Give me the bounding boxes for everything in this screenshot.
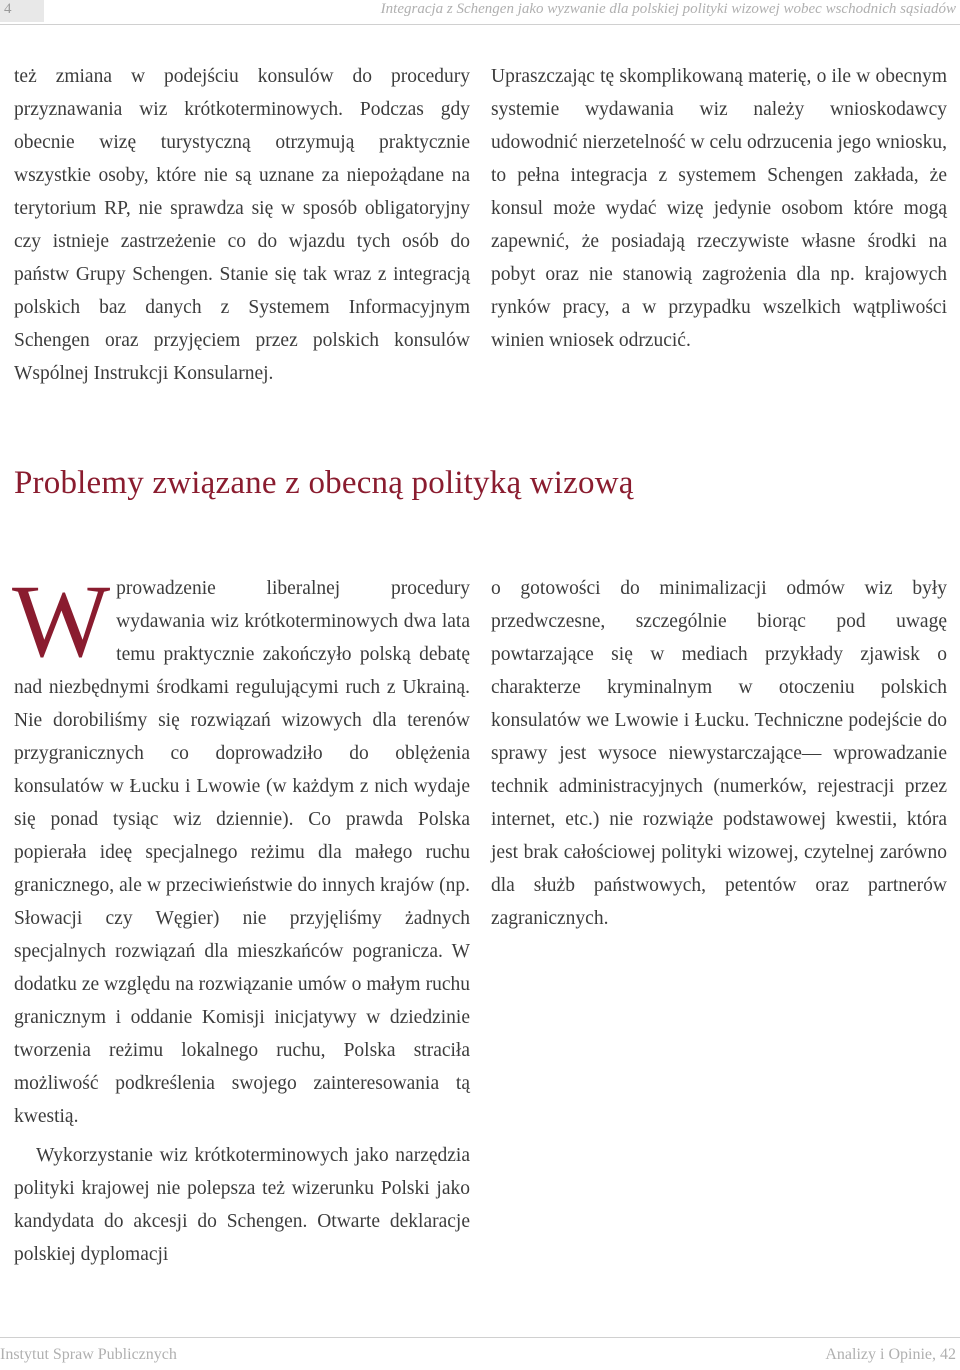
footer-publisher: Instytut Spraw Publicznych [0, 1346, 177, 1363]
section-heading: Problemy związane z obecną polityką wizową [14, 465, 634, 501]
bottom-right-column [491, 572, 947, 935]
footer-divider [0, 1337, 960, 1338]
page-header [0, 0, 960, 22]
top-right-column [491, 60, 947, 357]
top-left-paragraph: też zmiana w podejściu konsulów do procedury przyznawania wiz krótkoterminowych. Podczas gdy obecnie wizę turystyczną otrzymują praktycznie wszystkie osoby, które nie są uznane za niepożądane na terytorium RP, nie sprawdza się w sposób obligatoryjny czy istnieje zastrzeżenie co do wjazdu tych osób do państw Grupy Schengen. Stanie się tak wraz z integracją polskich baz danych z Systemem Informacyjnym Schengen oraz przyjęciem przez polskich konsulów Wspólnej Instrukcji Konsularnej. [14, 66, 470, 384]
running-title: Integracja z Schengen jako wyzwanie dla polskiej polityki wizowej wobec wschodnich sąsiadów [380, 1, 956, 17]
footer-series: Analizy i Opinie, 42 [825, 1346, 956, 1363]
section-paragraph-1 [12, 564, 470, 1133]
section-paragraph-3: o gotowości do minimalizacji odmów wiz były przedwczesne, szczególnie biorąc pod uwagę powtarzające się w mediach przykłady zjawisk o charakterze kryminalnym w otoczeniu polskich konsulatów we Lwowie i Łucku. Techniczne podejście do sprawy jest wysoce niewystarczające— wprowadzanie technik administracyjnych (numerków, rejestracji przez internet, etc.) nie rozwiąże podstawowej kwestii, która jest brak całościowej polityki wizowej, czytelnej zarówno dla służb państwowych, petentów oraz partnerów zagranicznych. [491, 578, 947, 929]
top-right-paragraph: Upraszczając tę skomplikowaną materię, o ile w obecnym systemie wydawania wiz należy wnioskodawcy udowodnić nierzetelność w celu odrzucenia jego wniosku, to pełna integracja z systemem Schengen zakłada, że konsul może wydać wizę jedynie osobom które mogą zapewnić, że posiadają rzeczywiste własne środki na pobyt oraz nie stanowią zagrożenia dla np. krajowych rynków pracy, a w przypadku wszelkich wątpliwości winien wniosek odrzucić. [491, 66, 947, 351]
top-left-column [14, 60, 470, 390]
section-paragraph-1-text: prowadzenie liberalnej procedury wydawania wiz krótkoterminowych dwa lata temu praktycznie zakończyło polską debatę nad niezbędnymi środkami regulującymi ruch z Ukrainą. Nie dorobiliśmy się rozwiązań wizowych dla terenów przygranicznych co doprowadziło do oblężenia konsulatów w Łucku i Lwowie (w każdym z nich wydaje się ponad tysiąc wiz dziennie). Co prawda Polska popierała ideę specjalnego reżimu dla małego ruchu granicznego, ale w przeciwieństwie do innych krajów (np. Słowacji czy Węgier) nie przyjęliśmy żadnych specjalnych rozwiązań dla mieszkańców pogranicza. W dodatku ze względu na rozwiązanie umów o małym ruchu granicznym i oddanie Komisji inicjatywy w dziedzinie tworzenia reżimu lokalnego ruchu, Polska straciła możliwość podkreślenia swojego zainteresowania tą kwestią. [14, 578, 470, 1127]
bottom-left-column [12, 564, 470, 1271]
page-number: 4 [0, 0, 44, 22]
header-divider [0, 24, 960, 25]
section-paragraph-2: Wykorzystanie wiz krótkoterminowych jako narzędzia polityki krajowej nie polepsza też wizerunku Polski jako kandydata do akcesji do Schengen. Otwarte deklaracje polskiej dyplomacji [14, 1145, 470, 1265]
drop-cap: W [12, 564, 111, 679]
